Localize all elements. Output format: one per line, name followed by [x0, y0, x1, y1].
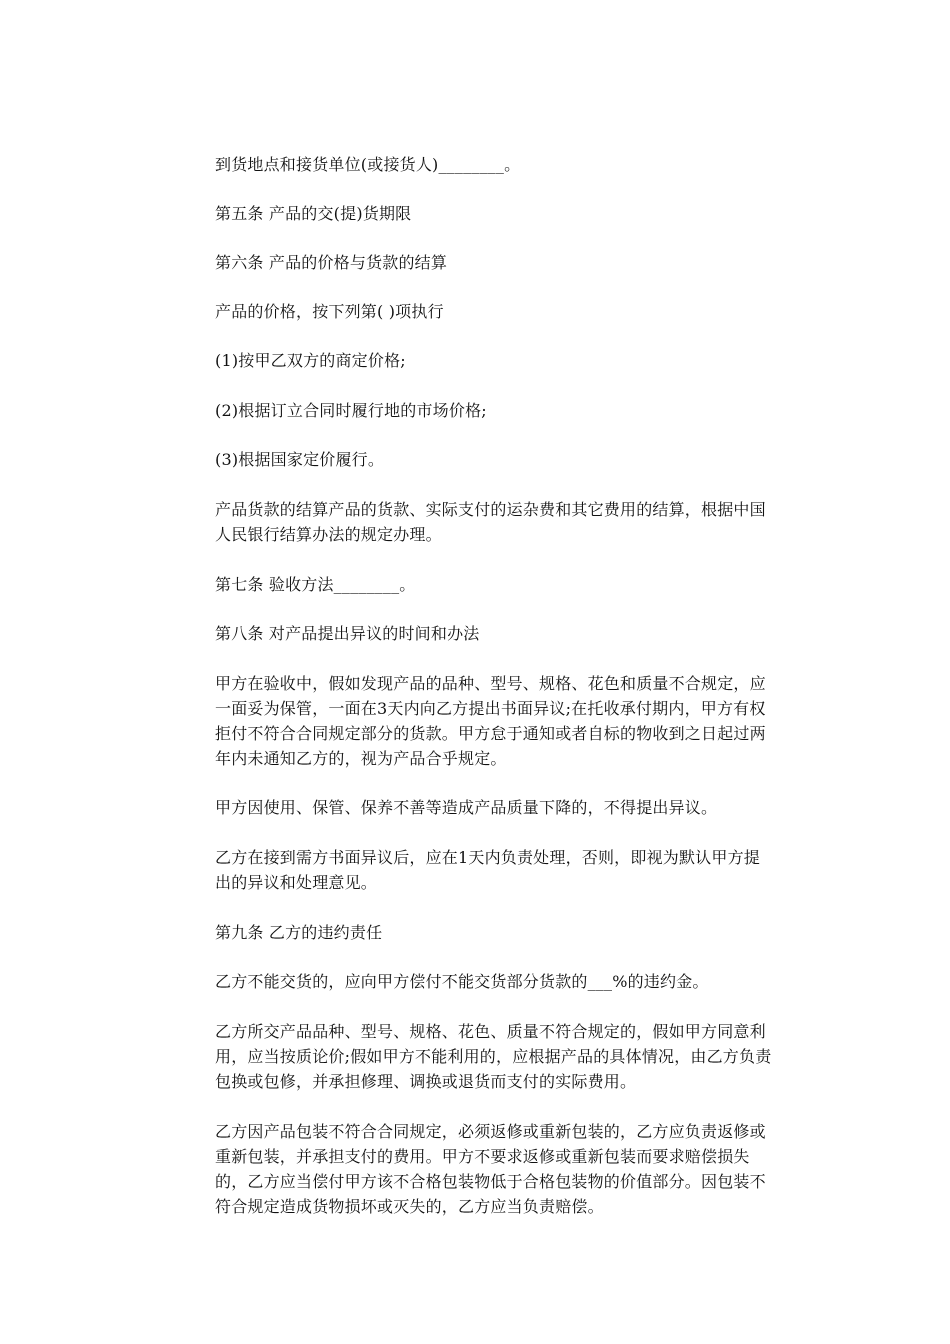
- paragraph-liability-quality: 乙方所交产品品种、型号、规格、花色、质量不符合规定的，假如甲方同意利用，应当按质论价;假如甲方不能利用的，应根据产品的具体情况，由乙方负责包换或包修，并承担修理、调换或退货而支付的实际费用。: [215, 1022, 772, 1091]
- paragraph-price-option-2: (2)根据订立合同时履行地的市场价格;: [215, 401, 487, 420]
- heading-article-9: 第九条 乙方的违约责任: [215, 923, 383, 942]
- paragraph-price-options: 产品的价格，按下列第( )项执行: [215, 302, 444, 321]
- heading-article-7: 第七条 验收方法________。: [215, 575, 416, 594]
- heading-article-8: 第八条 对产品提出异议的时间和办法: [215, 624, 480, 643]
- paragraph-objection-misuse: 甲方因使用、保管、保养不善等造成产品质量下降的，不得提出异议。: [215, 798, 718, 817]
- paragraph-delivery-location: 到货地点和接货单位(或接货人)________。: [215, 155, 521, 174]
- paragraph-liability-nondelivery: 乙方不能交货的，应向甲方偿付不能交货部分货款的___%的违约金。: [215, 972, 709, 991]
- paragraph-objection-inspection: 甲方在验收中，假如发现产品的品种、型号、规格、花色和质量不合规定，应一面妥为保管，一面在3天内向乙方提出书面异议;在托收承付期内，甲方有权拒付不符合合同规定部分的货款。甲方怠于通知或者自标的物收到之日起过两年内未通知乙方的，视为产品合乎规定。: [215, 674, 766, 768]
- paragraph-price-option-1: (1)按甲乙双方的商定价格;: [215, 351, 406, 370]
- paragraph-price-option-3: (3)根据国家定价履行。: [215, 450, 385, 469]
- paragraph-payment-settlement: 产品货款的结算产品的货款、实际支付的运杂费和其它费用的结算，根据中国人民银行结算办法的规定办理。: [215, 500, 766, 544]
- heading-article-6: 第六条 产品的价格与货款的结算: [215, 253, 448, 272]
- paragraph-liability-packaging: 乙方因产品包装不符合合同规定，必须返修或重新包装的，乙方应负责返修或重新包装，并承担支付的费用。甲方不要求返修或重新包装而要求赔偿损失的，乙方应当偿付甲方该不合格包装物低于合格包装物的价值部分。因包装不符合规定造成货物损坏或灭失的，乙方应当负责赔偿。: [215, 1122, 766, 1216]
- paragraph-objection-handling: 乙方在接到需方书面异议后，应在1天内负责处理，否则，即视为默认甲方提出的异议和处理意见。: [215, 848, 760, 892]
- heading-article-5: 第五条 产品的交(提)货期限: [215, 204, 412, 223]
